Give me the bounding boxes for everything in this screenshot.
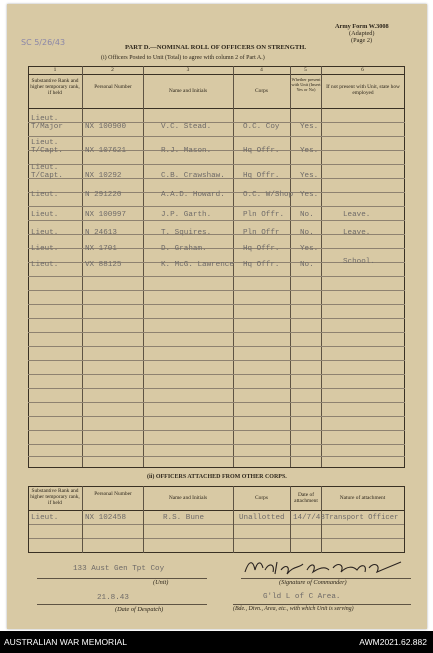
- unit-label: (Unit): [153, 579, 169, 586]
- present-cell: No.: [300, 211, 314, 219]
- personal-number-cell: NX 100900: [85, 123, 127, 131]
- personal-number-cell: NX 107621: [85, 147, 127, 155]
- col-number: 1: [53, 67, 57, 73]
- header-employed: If not present with Unit, state how employed: [326, 84, 400, 96]
- nature-cell: Transport Officer: [325, 514, 399, 522]
- name-cell: R.S. Bune: [163, 514, 205, 522]
- name-cell: K. McG. Lawrence: [161, 261, 234, 269]
- personal-number-cell: NX 1701: [85, 245, 117, 253]
- col-number: 4: [260, 67, 263, 73]
- rank-cell-temporary: T/Major: [31, 123, 63, 131]
- header-name: Name and Initials: [168, 88, 208, 94]
- corps-cell: Hq Offr.: [243, 261, 280, 269]
- personal-number-cell: N 24613: [85, 229, 117, 237]
- header-date-attachment: Date of attachment: [294, 492, 318, 504]
- subtitle-ii: (ii) OFFICERS ATTACHED FROM OTHER CORPS.: [147, 474, 287, 480]
- rank-cell-temporary: T/Capt.: [31, 172, 63, 180]
- personal-number-cell: N 291220: [85, 191, 122, 199]
- corps-cell: O.C. Coy: [243, 123, 280, 131]
- name-cell: J.P. Garth.: [161, 211, 212, 219]
- present-cell: No.: [300, 261, 314, 269]
- corps-cell: O.C. W/Shop: [243, 191, 294, 199]
- page-label: (Page 2): [351, 37, 373, 44]
- personal-number-cell: NX 102458: [85, 514, 127, 522]
- header-nature-attachment: Nature of attachment: [339, 495, 386, 501]
- rank-cell: Lieut.: [31, 229, 59, 237]
- name-cell: C.B. Crawshaw.: [161, 172, 225, 180]
- name-cell: D. Graham.: [161, 245, 207, 253]
- employed-cell: Leave.: [343, 211, 371, 219]
- date-cell: 14/7/43: [293, 514, 325, 522]
- header-personal-number: Personal Number: [94, 491, 132, 497]
- bde-label: (Bde., Divn., Area, etc., with which Unit is serving): [233, 606, 354, 612]
- rank-cell: Lieut.: [31, 164, 59, 172]
- part-title: PART D.—NOMINAL ROLL OF OFFICERS ON STRENGTH.: [125, 44, 306, 51]
- adapted-label: (Adapted): [349, 30, 375, 37]
- personal-number-cell: VX 88125: [85, 261, 122, 269]
- rank-cell: Lieut.: [31, 115, 59, 123]
- corps-cell: Pln Offr.: [243, 211, 285, 219]
- employed-cell: School.: [343, 258, 375, 266]
- present-cell: Yes.: [300, 147, 319, 155]
- unit-value: 133 Aust Gen Tpt Coy: [73, 565, 165, 573]
- date-despatch-label: (Date of Despatch): [115, 606, 164, 613]
- header-name: Name and Initials: [168, 495, 208, 501]
- employed-cell: Leave.: [343, 229, 371, 237]
- corps-cell: Hq Offr.: [243, 172, 280, 180]
- corps-cell: Pln Offr: [243, 229, 280, 237]
- col-number: 6: [361, 67, 364, 73]
- header-corps: Corps: [255, 495, 268, 501]
- present-cell: Yes.: [300, 245, 319, 253]
- rank-cell: Lieut.: [31, 211, 59, 219]
- archive-footer: [0, 631, 433, 653]
- corps-cell: Hq Offr.: [243, 245, 280, 253]
- header-corps: Corps: [255, 88, 268, 94]
- col-number: 3: [186, 67, 190, 73]
- army-form-label: Army Form W.3008: [335, 23, 389, 30]
- col-number: 5: [304, 67, 307, 73]
- commander-signature: [241, 556, 409, 578]
- rank-cell: Lieut.: [31, 261, 59, 269]
- name-cell: V.C. Stead.: [161, 123, 212, 131]
- present-cell: No.: [300, 229, 314, 237]
- present-cell: Yes.: [300, 191, 319, 199]
- document-page: [7, 4, 427, 629]
- header-present: Whether present with Unit (Insert Yes or No): [291, 77, 321, 92]
- present-cell: Yes.: [300, 123, 319, 131]
- subtitle-i: (i) Officers Posted to Unit (Total) to agree with column 2 of Part A.): [101, 55, 265, 61]
- name-cell: A.A.D. Howard.: [161, 191, 225, 199]
- rank-cell: Lieut.: [31, 514, 59, 522]
- header-rank: Substantive Rank and higher temporary rank, if held: [30, 488, 80, 506]
- personal-number-cell: NX 10292: [85, 172, 122, 180]
- col-number: 2: [111, 67, 114, 73]
- rank-cell: Lieut.: [31, 245, 59, 253]
- rank-cell: Lieut.: [31, 191, 59, 199]
- ref-number: SC 5/26/43: [21, 38, 66, 47]
- header-rank: Substantive Rank and higher temporary rank, if held: [30, 78, 80, 96]
- name-cell: R.J. Mason.: [161, 147, 212, 155]
- corps-cell: Hq Offr.: [243, 147, 280, 155]
- personal-number-cell: NX 100997: [85, 211, 127, 219]
- footer-institution: AUSTRALIAN WAR MEMORIAL: [4, 637, 127, 647]
- signature-label: (Signature of Commander): [279, 579, 347, 586]
- date-despatch-value: 21.8.43: [97, 594, 129, 602]
- rank-cell-temporary: T/Capt.: [31, 147, 63, 155]
- name-cell: T. Squires.: [161, 229, 212, 237]
- header-personal-number: Personal Number: [94, 84, 132, 90]
- present-cell: Yes.: [300, 172, 319, 180]
- corps-cell: Unallotted: [239, 514, 285, 522]
- footer-accession: AWM2021.62.882: [359, 637, 427, 647]
- rank-cell: Lieut.: [31, 139, 59, 147]
- bde-value: G'ld L of C Area.: [263, 593, 341, 601]
